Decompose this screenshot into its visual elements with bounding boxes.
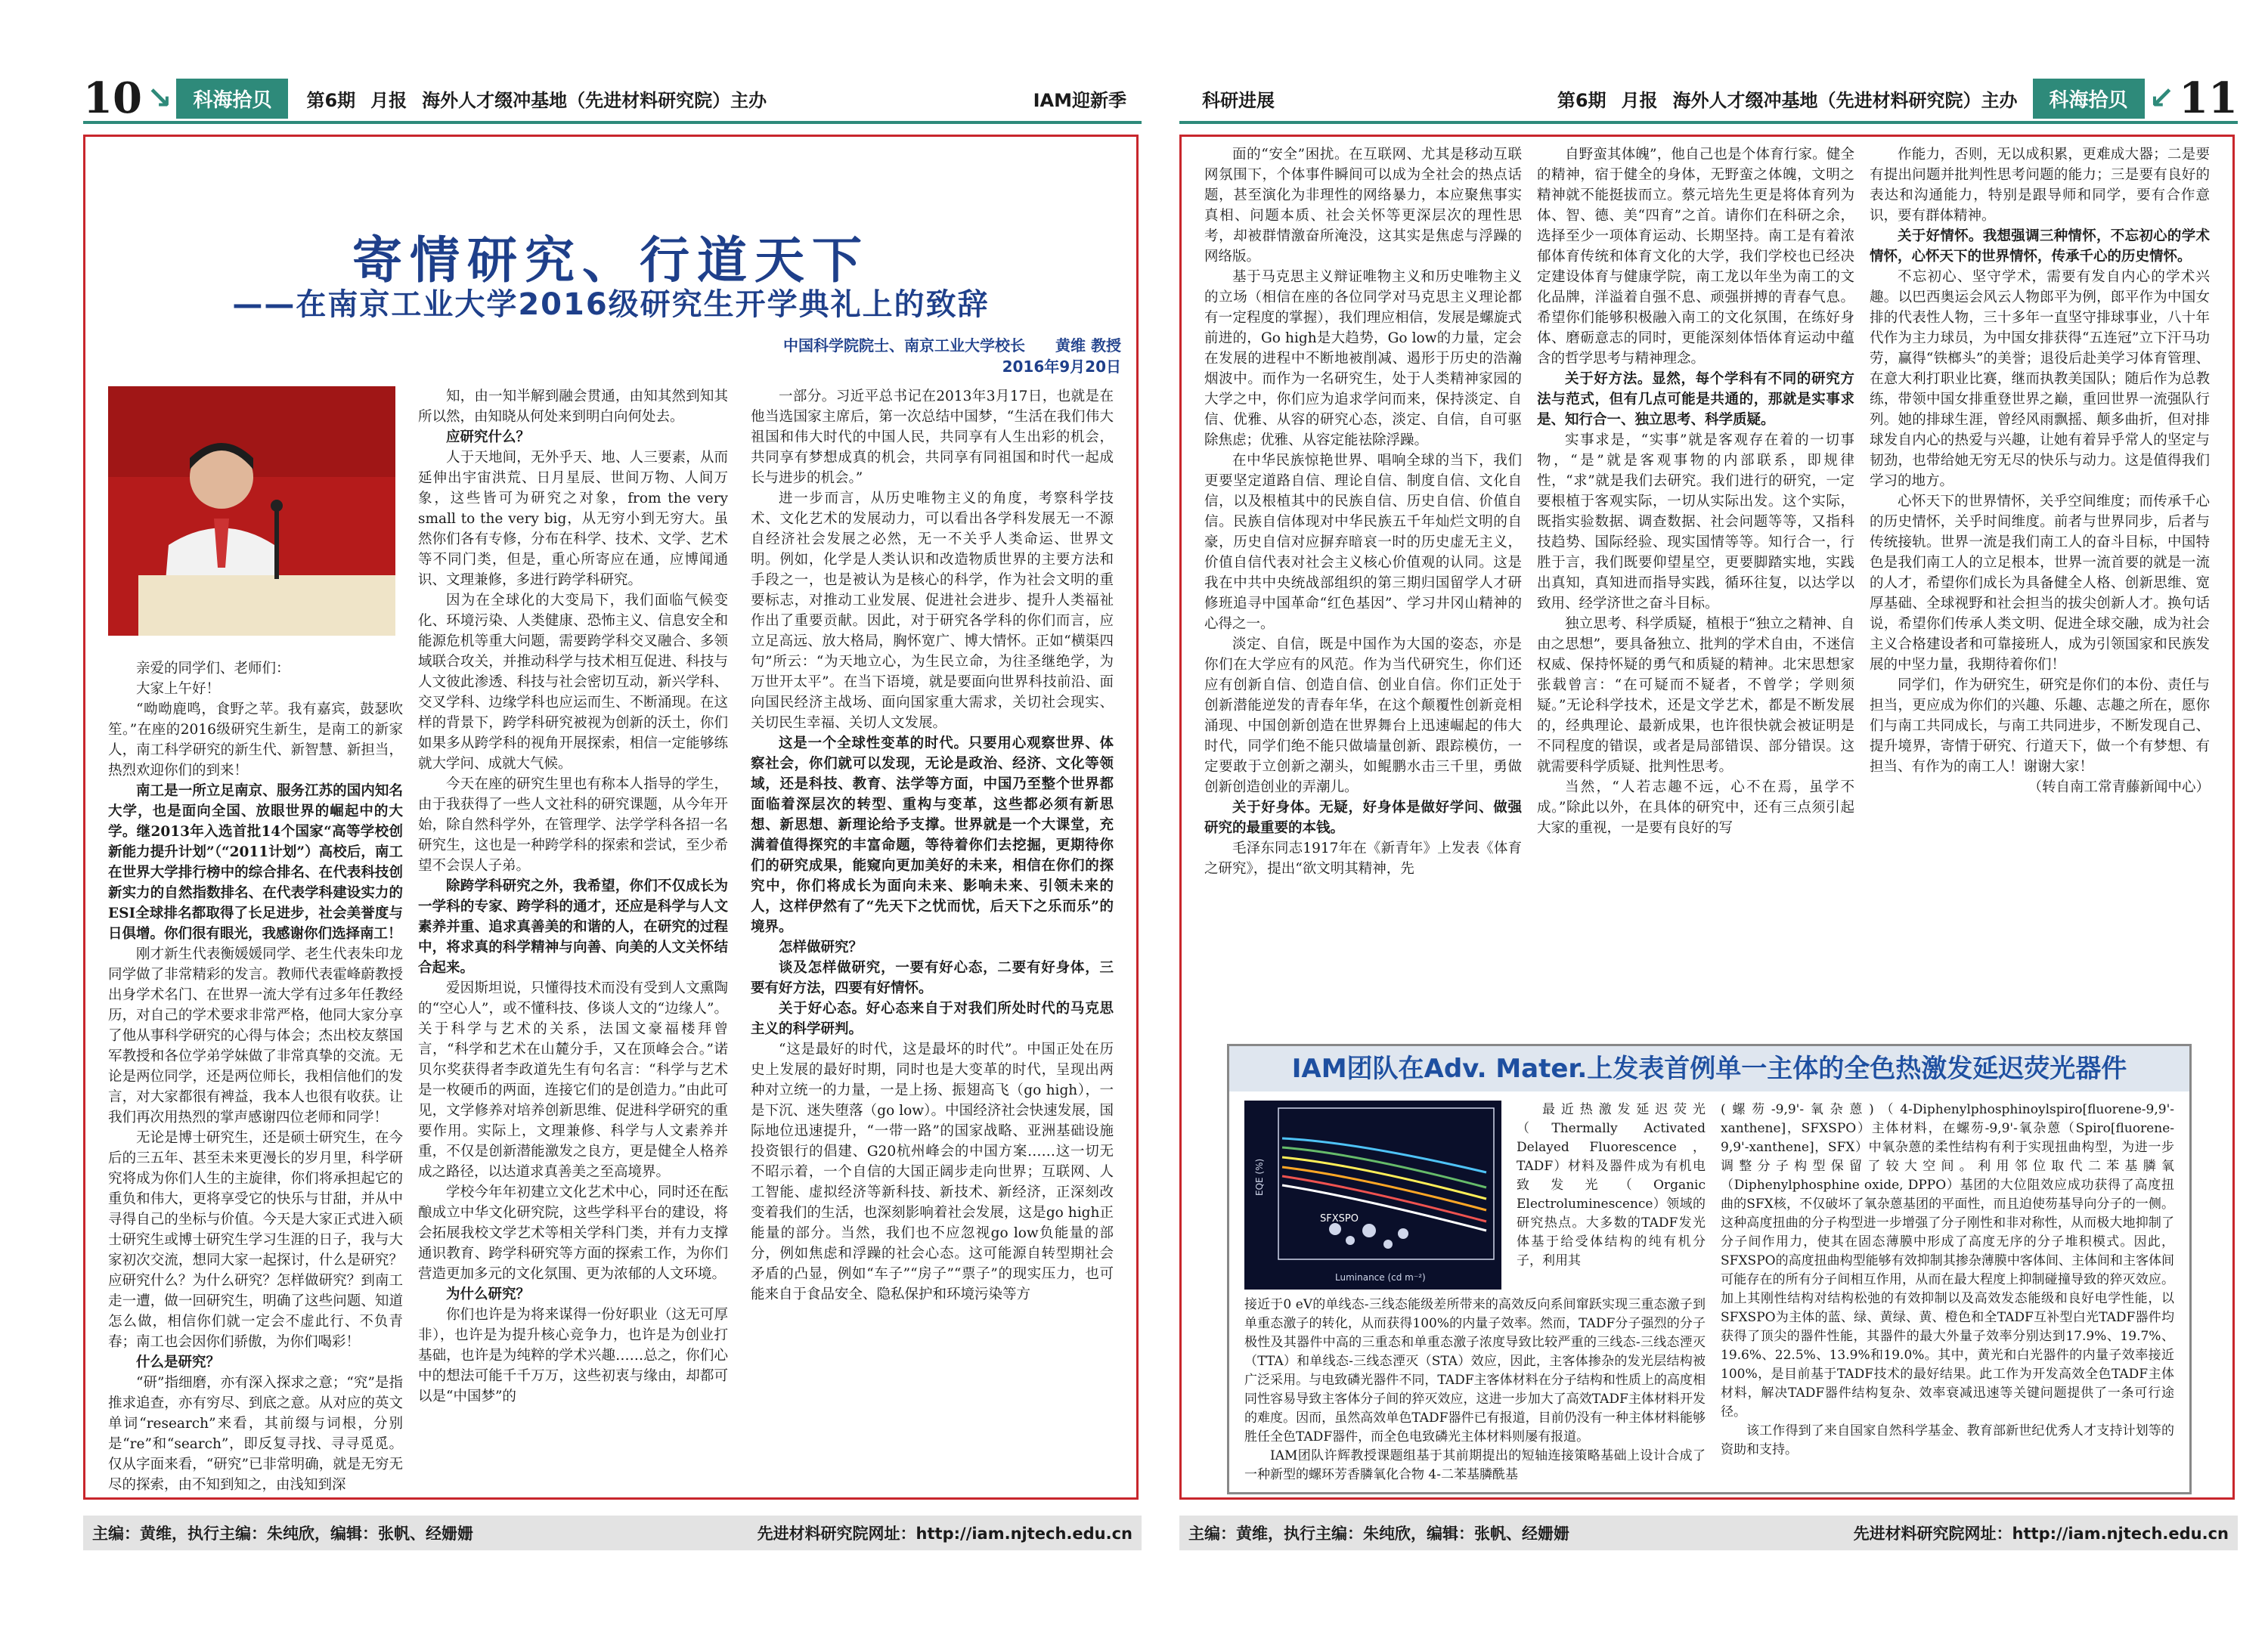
paragraph: 关于好身体。无疑，好身体是做好学问、做强研究的最重要的本钱。: [1204, 800, 1522, 836]
paragraph: 一部分。习近平总书记在2013年3月17日，也就是在他当选国家主席后，第一次总结中国梦，“生活在我们伟大祖国和伟大时代的中国人民，共同享有人生出彩的机会，共同享有梦想成真的机会，共同享有同祖国和时代一起成长与进步的机会。”: [751, 389, 1114, 486]
article-subtitle: ——在南京工业大学2016级研究生开学典礼上的致辞: [232, 287, 990, 322]
article-column-1: [108, 658, 403, 1493]
paragraph: 在中华民族惊艳世界、唱响全球的当下，我们更要坚定道路自信、理论自信、制度自信、文化自信，以及根植其中的民族自信、历史自信、价值自信。民族自信体现对中华民族五千年灿烂文明的自豪，历史自信对应摒弃暗哀一时的历史虚无主义，价值自信代表对社会主义核心价值观的认同。这是我在中共中央统战部组织的第三期归国留学人才研修班追寻中国革命“红色基因”、学习井冈山精神的心得之一。: [1204, 453, 1522, 632]
article-frame: [83, 135, 1139, 1500]
paragraph: “这是最好的时代，这是最坏的时代”。中国正处在历史上发展的最好时期，同时也是大变革的时代，呈现出两种对立统一的力量，一是上扬、振翅高飞（go high），一是下沉、迷失堕落（go low）。中国经济社会快速发展，国际地位迅速提升，“一带一路”的国家战略、亚洲基础设施投资银行的倡建、G20杭州峰会的中国方案……这一切无不昭示着，一个自信的大国正阔步走向世界；互联网、人工智能、虚拟经济等新科技、新技术、新经济，正深刻改变着我们的生活，也深刻影响着社会发展，这是go high正能量的部分。当然，我们也不应忽视go low负能量的部分，例如焦虑和浮躁的社会心态。这可能源自转型期社会矛盾的凸显，例如“车子”“房子”“票子”的现实压力，也可能来自于食品安全、隐私保护和环境污染等方: [751, 1042, 1114, 1302]
article-column-6: [1870, 144, 2210, 1036]
paragraph: 面的“安全”困扰。在互联网、尤其是移动互联网氛围下，个体事件瞬间可以成为全社会的热点话题，甚至演化为非理性的网络暴力，本应聚焦事实真相、问题本质、社会关怀等更深层次的理性思考，却被群情激奋所淹没，这其实是焦虑与浮躁的网络版。: [1204, 147, 1522, 265]
arrow-down-right-icon: ↘: [146, 81, 172, 116]
left-footer: [83, 1516, 1142, 1550]
paragraph: 毛泽东同志1917年在《新青年》上发表《体育之研究》，提出“欲文明其精神，先: [1204, 841, 1522, 877]
paragraph: 不忘初心、坚守学术，需要有发自内心的学术兴趣。以巴西奥运会风云人物郎平为例，郎平作为中国女排的代表性人物，三十多年一直坚守排球事业，八十年代作为主力球员，为中国女排获得“五连冠”立下汗马功劳，赢得“铁榔头”的美誉；退役后赴美学习体育管理、在意大利打职业比赛，继而执教美国队；随后作为总教练，带领中国女排重登世界之巅，重回世界一流强队行列。她的排球生涯，曾经风雨飘摇、颠多曲折，但对排球发自内心的热爱与兴趣，让她有着异乎常人的坚定与韧劲，也带给她无穷无尽的快乐与动力。这是值得我们学习的地方。: [1870, 269, 2210, 489]
research-news-box: [1227, 1044, 2192, 1494]
eqe-luminance-figure: [1244, 1101, 1501, 1290]
paragraph: 进一步而言，从历史唯物主义的角度，考察科学技术、文化艺术的发展动力，可以看出各学科发展无一不源自经济社会发展之必然，无一不关乎人类命运、世界文明。例如，化学是人类认识和改造物质世界的主要方法和手段之一，也是被认为是核心的科学，作为社会文明的重要标志，对推动工业发展、促进社会进步、提升人类福祉作出了重要贡献。因此，对于研究各学科的你们而言，应立足高远、放大格局，胸怀宽广、博大情怀。正如“横渠四句”所云：“为天地立心，为生民立命，为往圣继绝学，为万世开太平”。在当下语境，就是要面向世界科技前沿、面向国民经济主战场、面向国家重大需求，关切社会现实、关切民生幸福、关切人文发展。: [751, 491, 1114, 731]
type-label: 月报: [1621, 89, 1658, 111]
research-text-3: [1244, 1296, 1706, 1485]
paragraph: 学校今年年初建立文化艺术中心，同时还在酝酿成立中华文化研究院，这些学科平台的建设，将会拓展我校文学艺术等相关学科门类，并有力支撑通识教育、跨学科研究等方面的探索工作，为你们营造更加多元的文化氛围、更为浓郁的人文环境。: [418, 1184, 728, 1282]
section-heading: 应研究什么？: [446, 429, 531, 445]
paragraph: 人于天地间，无外乎天、地、人三要素，从而延伸出宇宙洪荒、日月星辰、世间万物、人间万象，这些皆可为研究之对象，from the very small to the very big，从无穷小到无穷大。虽然你们各有专修，分布在科学、技术、文学、艺术等不同门类，但是，重心所寄应在通，应博闻通识、文理兼修，多进行跨学科研究。: [418, 450, 728, 588]
paragraph: 知，由一知半解到融会贯通，由知其然到知其所以然，由知晓从何处来到明白向何处去。: [418, 389, 728, 425]
paragraph: 这是一个全球性变革的时代。只要用心观察世界、体察社会，你们就可以发现，无论是政治、经济、文化等领域，还是科技、教育、法学等方面，中国乃至整个世界都面临着深层次的转型、重构与变革，这些都必须有新思想、新思想、新理论给予支撑。世界就是一个大课堂，充满着值得探究的丰富命题，等待着你们去挖掘，更期待你们的研究成果，能窥向更加美好的未来，相信在你们的探究中，你们将成长为面向未来、影响未来、引领未来的人，这样伊然有了“先天下之忧而忧，后天下之乐而乐”的境界。: [751, 735, 1114, 935]
footer-website[interactable]: 先进材料研究院网址：http://iam.njtech.edu.cn: [757, 1525, 1132, 1543]
article-column-4: [1204, 144, 1522, 1036]
right-header: [1179, 73, 2238, 124]
section-badge: 科海拾贝: [176, 79, 288, 119]
paragraph: 独立思考、科学质疑，植根于“独立之精神、自由之思想”，要具备独立、批判的学术自由，不迷信权威、保持怀疑的勇气和质疑的精神。北宋思想家张载曾言：“在可疑而不疑者，不曾学；学则须疑。”无论科学技术，还是文学艺术，都是不断发展的，经典理论、最新成果，也许很快就会被证明是不同程度的错误，或者是局部错误、部分错误。这就需要科学质疑、批判性思考。: [1537, 616, 1854, 775]
author: 中国科学院院士、南京工业大学校长 黄维 教授: [783, 336, 1121, 355]
paragraph: 关于好情怀。我想强调三种情怀，不忘初心的学术情怀，心怀天下的世界情怀，传承千心的历史情怀。: [1870, 228, 2210, 265]
research-text-1: [1517, 1101, 1706, 1290]
paragraph: 关于好心态。好心态来自于对我们所处时代的马克思主义的科学研判。: [751, 1001, 1114, 1037]
paragraph: 实事求是，“实事”就是客观存在着的一切事物，“是”就是客观事物的内部联系，即规律性，“求”就是我们去研究。我们进行的研究，一定要根植于客观实际，一切从实际出发。这个实际，既指实验数据、调查数据、社会问题等等，又指科技趋势、国际经验、现实国情等等。知行合一，行胜于言，我们既要仰望星空，更要脚踏实地，实践出真知，真知进而指导实践，循环往复，以达学以致用、经学济世之奋斗目标。: [1537, 432, 1854, 612]
paragraph: 作能力，否则，无以成积累，更难成大器；二是要有提出问题并批判性思考问题的能力；三是要有良好的表达和沟通能力，特别是跟导师和同学，要有合作意识，要有群体精神。: [1870, 147, 2210, 224]
paragraph: IAM团队许辉教授课题组基于其前期提出的短轴连接策略基础上设计合成了一种新型的螺环芳香膦氧化合物 4-二苯基膦酰基: [1244, 1448, 1706, 1482]
paragraph: 刚才新生代表衡媛媛同学、老生代表朱印龙同学做了非常精彩的发言。教师代表霍峰蔚教授出身学术名门、在世界一流大学有过多年任教经历，对自己的学术要求非常严格，他同大家分享了他从事科学研究的心得与体会；杰出校友蔡国军教授和各位学弟学妹做了非常真挚的交流。无论是两位同学，还是两位师长，我相信他们的发言，对大家都很有裨益，我本人也很有收获。让我们再次用热烈的掌声感谢四位老师和同学！: [108, 946, 403, 1126]
paragraph: 今天在座的研究生里也有称本人指导的学生，由于我获得了一些人文社科的研究课题，从今年开始，除自然科学外，在管理学、法学学科各招一名研究生，这也是一种跨学科的探索和尝试，至少希望不会误人子弟。: [418, 776, 728, 874]
right-footer: [1179, 1516, 2238, 1550]
research-title: IAM团队在Adv. Mater.上发表首例单一主体的全色热激发延迟荧光器件: [1229, 1046, 2189, 1091]
arrow-down-left-icon: ↙: [2149, 81, 2175, 116]
paragraph: (螺芴-9,9'-氧杂蒽)（4-Diphenylphosphinoylspiro[fluorene-9,9'-xanthene]，SFXSPO）主体材料，在螺芴-9,9'-氧杂蒽（Spiro[fluorene-9,9'-xanthene]，SFX）中氧杂蒽的柔性结构有利于实现扭曲构型，为进一步调整分子构型保留了较大空间。利用邻位取代二苯基膦氧（Diphenylphosphine oxide, DPPO）基团的大位阻效应成功获得了高度扭曲的SFX核，不仅破坏了氧杂蒽基团的平面性，而且迫使芴基导向分子的一侧。这种高度扭曲的分子构型进一步增强了分子刚性和非对称性，从而极大地抑制了分子间作用力，使其在固态薄膜中形成了高度无序的分子堆积模式。因此，SFXSPO的高度扭曲构型能够有效抑制其掺杂薄膜中客体间、主体间和主客体间可能存在的所有分子间相互作用，从而在最大程度上抑制碰撞导致的猝灭效应。加上其刚性结构对结构松弛的有效抑制以及高效发态能级和良好电学性能，以SFXSPO为主体的蓝、绿、黄绿、黄、橙色和全TADF互补型白光TADF器件均获得了顶尖的器件性能，其器件的最大外量子效率分别达到17.9%、19.7%、19.6%、22.5%、13.9%和19.0%。其中，黄光和白光器件的内量子效率接近100%，是目前基于TADF技术的最好结果。此工作为开发高效全色TADF主体材料，解决TADF器件结构复杂、效率衰减迅速等关键问题提供了一条可行途径。: [1721, 1102, 2174, 1420]
paragraph: 自野蛮其体魄”，他自己也是个体育行家。健全的精神，宿于健全的身体，无野蛮之体魄，文明之精神就不能挺拔而立。蔡元培先生更是将体育列为体、智、德、美“四育”之首。请你们在科研之余，选择至少一项体育运动、长期坚持。南工是有着浓郁体育传统和体育文化的大学，我们学校也已经决定建设体育与健康学院，南工龙以年坐为南工的文化品牌，洋溢着自强不息、顽强拼搏的青春气息。希望你们能够积极融入南工的文化氛围，在练好身体、磨砺意志的同时，更能深刻体悟体育运动中蕴含的哲学思考与精神理念。: [1537, 147, 1854, 367]
paragraph: 最近热激发延迟荧光（Thermally Activated Delayed Fluorescence，TADF）材料及器件成为有机电致发光（Organic Electroluminescence）领域的研究热点。大多数的TADF发光体基于给受体结构的纯有机分子，利用其: [1517, 1102, 1706, 1268]
article-byline: [516, 335, 1121, 377]
footer-editors: 主编：黄维，执行主编：朱纯欣，编辑：张帆、经姗姗: [92, 1525, 473, 1543]
article-title: 寄情研究、行道天下: [352, 231, 869, 290]
section-heading: 怎样做研究？: [779, 940, 863, 955]
page-number: 10: [83, 73, 142, 123]
section-heading: 什么是研究？: [136, 1355, 221, 1370]
greeting: 亲爱的同学们、老师们：: [136, 661, 290, 677]
topic-label: IAM迎新季: [1033, 89, 1126, 111]
y-axis-label: EQE (%): [1254, 1158, 1265, 1196]
paragraph: “呦呦鹿鸣，食野之苹。我有嘉宾，鼓瑟吹笙。”在座的2016级研究生新生，是南工的新家人，南工科学研究的新生代、新智慧、新担当，热烈欢迎你们的到来！: [108, 701, 403, 779]
x-axis-label: Luminance (cd m⁻²): [1335, 1272, 1426, 1283]
paragraph: 淡定、自信，既是中国作为大国的姿态，亦是你们在大学应有的风范。作为当代研究生，你们还应有创新自信、创造自信、创业自信。你们正处于创新潜能逆发的青春年华，在这个颠覆性创新竞相涌现、中国创新创造在世界舞台上迅速崛起的伟大时代，同学们绝不能只做墙量创新、跟踪模仿，一定要敢于立创新之潮头，如鲲鹏水击三千里，勇做创新创造创业的弄潮儿。: [1204, 636, 1522, 795]
type-label: 月报: [370, 89, 407, 111]
paragraph: 该工作得到了来自国家自然科学基金、教育部新世纪优秀人才支持计划等的资助和支持。: [1721, 1423, 2174, 1457]
page-number: 11: [2179, 73, 2238, 123]
paragraph: 当然，“人若志趣不远，心不在焉，虽学不成。”除此以外，在具体的研究中，还有三点须引起大家的重视，一是要有良好的写: [1537, 779, 1854, 836]
paragraph: 除跨学科研究之外，我希望，你们不仅成长为一学科的专家、跨学科的通才，还应是科学与人文素养并重、追求真善美的和谐的人，在研究的过程中，将求真的科学精神与向善、向美的人文关怀结合起来。: [418, 878, 728, 976]
issue-label: 第6期: [1557, 89, 1606, 111]
footer-editors: 主编：黄维，执行主编：朱纯欣，编辑：张帆、经姗姗: [1188, 1525, 1569, 1543]
article-column-3: [751, 386, 1114, 1482]
footer-website[interactable]: 先进材料研究院网址：http://iam.njtech.edu.cn: [1853, 1525, 2229, 1543]
left-header: [83, 73, 1142, 124]
paragraph: 基于马克思主义辩证唯物主义和历史唯物主义的立场（相信在座的各位同学对马克思主义理论都有一定程度的掌握），我们理应相信，发展是螺旋式前进的，Go high是大趋势，Go low的力量，定会在发展的进程中不断地被削减、遏形于历史的浩瀚烟波中。而作为一名研究生，处于人类精神家园的大学之中，你们应为追求学问而来，保持淡定、自信、优雅、从容的研究心态，淡定、自信，自可驱除焦虑；优雅、从容定能祛除浮躁。: [1204, 269, 1522, 448]
org-label: 海外人才缀冲基地（先进材料研究院）主办: [422, 89, 767, 111]
article-column-2: [418, 386, 728, 1482]
paragraph: 无论是博士研究生，还是硕士研究生，在今后的三五年、甚至未来更漫长的岁月里，科学研究将成为你们人生的主旋律，你们将承担起它的重负和伟大，更将享受它的快乐与甘甜，并从中寻得自己的坐标与价值。今天是大家正式进入硕士研究生或博士研究生学习生涯的日子，我与大家初次交流，想同大家一起探讨，什么是研究？应研究什么？为什么研究？怎样做研究？到南工走一遭，做一回研究生，明确了这些问题、知道怎么做，相信你们就一定会不虚此行、不负青春；南工也会因你们骄傲，为你们喝彩！: [108, 1130, 403, 1350]
paragraph: 接近于0 eV的单线态-三线态能级差所带来的高效反向系间窜跃实现三重态激子到单重态激子的转化，从而获得100%的内量子效率。然而，TADF分子强烈的分子极性及其器件中高的三重态和单重态激子浓度导致比较严重的三线态-三线态湮灭（TTA）和单线态-三线态湮灭（STA）效应，因此，主客体掺杂的发光层结构被广泛采用。与电致磷光器件不同，TADF主客体材料在分子结构和性质上的高度相同性容易导致主客体分子间的猝灭效应，这进一步加大了高效TADF主体材料开发的难度。因而，虽然高效单色TADF器件已有报道，目前仍没有一种主体材料能够胜任全色TADF器件，而全色电致磷光主体材料则屡有报道。: [1244, 1297, 1706, 1444]
paragraph: 因为在全球化的大变局下，我们面临气候变化、环境污染、人类健康、恐怖主义、信息安全和能源危机等重大问题，需要跨学科交叉融合、多领域联合攻关，并推动科学与技术相互促进、科技与人文彼此渗透、科技与社会密切互动，新兴学科、交叉学科、边缘学科也应运而生、不断涌现。在这样的背景下，跨学科研究被视为创新的沃土，你们如果多从跨学科的视角开展探索，相信一定能够练就大学问、成就大气候。: [418, 593, 728, 772]
left-page: [83, 73, 1142, 1572]
org-label: 海外人才缀冲基地（先进材料研究院）主办: [1672, 89, 2018, 111]
paragraph: 南工是一所立足南京、服务江苏的国内知名大学，也是面向全国、放眼世界的崛起中的大学。继2013年入选首批14个国家“高等学校创新能力提升计划”（“2011计划”）高校后，南工在世界大学排行榜中的综合排名、在代表科技创新实力的自然指数排名、在代表学科建设实力的ESI全球排名都取得了长足进步，社会美誉度与日俱增。你们很有眼光，我感谢你们选择南工！: [108, 783, 403, 942]
paragraph: 心怀天下的世界情怀，关乎空间维度；而传承千心的历史情怀，关乎时间维度。前者与世界同步，后者与传统接轨。世界一流是我们南工人的奋斗目标，中国特色是我们南工人的立足根本，世界一流首要的就是一流的人才，希望你们成长为具备健全人格、创新思维、宽厚基础、全球视野和社会担当的拔尖创新人才。换句话说，希望你们传承人类文明、促进全球交融，成为社会主义合格建设者和可靠接班人，成为引领国家和民族发展的中坚力量，我期待着你们！: [1870, 494, 2210, 673]
paragraph: “研”指细磨，亦有深入探求之意；“究”是指推求追查，亦有穷尽、到底之意。从对应的英文单词“research”来看，其前缀与词根，分别是“re”和“search”，即反复寻找、寻寻觅觅。仅从字面来看，“研究”已非常明确，就是无穷无尽的探索，由不知到知之，由浅知到深: [108, 1375, 403, 1493]
topic-label: 科研进展: [1202, 89, 1275, 111]
paragraph: 谈及怎样做研究，一要有好心态，二要有好身体，三要有好方法，四要有好情怀。: [751, 960, 1114, 996]
source-note: （转自南工常青藤新闻中心）: [2028, 779, 2210, 795]
right-page: [1179, 73, 2238, 1572]
section-badge: 科海拾贝: [2033, 79, 2145, 119]
article-frame: [1179, 135, 2235, 1500]
date: 2016年9月20日: [1002, 358, 1121, 376]
speaker-photo: [108, 386, 395, 636]
issue-label: 第6期: [306, 89, 356, 111]
article-column-5: [1537, 144, 1854, 1036]
section-heading: 为什么研究？: [446, 1287, 531, 1302]
paragraph: 关于好方法。显然，每个学科有不同的研究方法与范式，但有几点可能是共通的，那就是实事求是、知行合一、独立思考、科学质疑。: [1537, 371, 1854, 428]
paragraph: 同学们，作为研究生，研究是你们的本份、责任与担当，更应成为你们的兴趣、乐趣、志趣之所在，愿你们与南工共同成长，与南工共同进步，不断发现自己、提升境界，寄情于研究、行道天下，做一个有梦想、有担当、有作为的南工人！谢谢大家！: [1870, 677, 2210, 775]
paragraph: 爱因斯坦说，只懂得技术而没有受到人文熏陶的“空心人”，或不懂科技、侈谈人文的“边缘人”。关于科学与艺术的关系，法国文豪福楼拜曾言，“科学和艺术在山麓分手，又在顶峰会合。”诺贝尔奖获得者李政道先生有句名言：“科学与艺术是一枚硬币的两面，连接它们的是创造力。”由此可见，文学修养对培养创新思维、促进科学研究的重要作用。实际上，文理兼修、科学与人文素养并重，不仅是创新潜能激发之良方，更是健全人格养成之路径，以达道求真善美之至高境界。: [418, 980, 728, 1180]
molecule-label: SFXSPO: [1320, 1213, 1359, 1225]
research-text-2: [1721, 1101, 2174, 1486]
paragraph: 你们也许是为将来谋得一份好职业（这无可厚非），也许是为提升核心竞争力，也许是为创业打基础，也许是为纯粹的学术兴趣……总之，你们心中的想法可能千千万万，这些初衷与缘由，却都可以是“中国梦”的: [418, 1307, 728, 1404]
paragraph: 大家上午好！: [136, 681, 221, 697]
